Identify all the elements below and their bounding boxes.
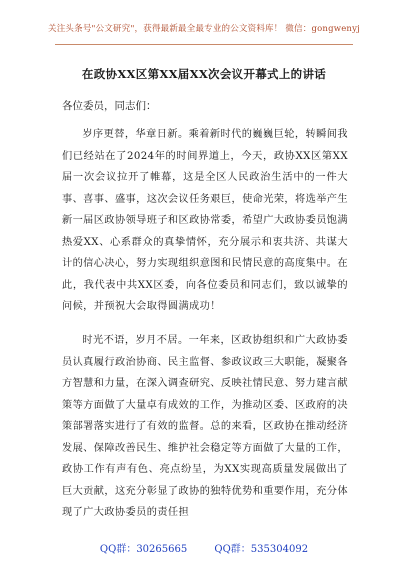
paragraph-1: 岁序更替，华章日新。乘着新时代的巍巍巨轮，转瞬间我们已经站在了2024年的时间界道上，今天，政协XX区第XX届一次会议拉开了帷幕，这是全区人民政治生活中的一件大事、喜事、盛事，这次会议任务艰巨，使命光荣，将选举产生新一届区政协领导班子和区政协常委，希望广大政协委员饱满热爱XX、心系群众的真挚情怀，充分展示和衷共济、共谋大计的信心决心，努力实现组织意图和民情民意的高度集中。在此，我代表中共XX区委，向各位委员和同志们，致以诚挚的问候，并预祝大会取得圆满成功！ [62, 129, 348, 312]
footer-contacts [0, 540, 408, 555]
header-note: 关注头条号"公文研究"，获得最新最全最专业的公文资料库！ 微信：gongwenyj [48, 24, 360, 34]
salutation: 各位委员，同志们： [62, 100, 157, 112]
footer-qq-group-2: QQ群：535304092 [214, 544, 309, 555]
paragraph-2: 时光不语，岁月不居。一年来，区政协组织和广大政协委员认真履行政治协商、民主监督、参政议政三大职能，凝聚各方智慧和力量，在深入调查研究、反映社情民意、努力建言献策等方面做了大量卓有成效的工作，为推动区委、区政府的决策部署落实进行了有效的监督。总的来看，区政协在推动经济发展、保障改善民生、维护社会稳定等方面做了大量的工作，政协工作有声有色、亮点纷呈，为XX实现高质量发展做出了巨大贡献，这充分彰显了政协的独特优势和重要作用，充分体现了广大政协委员的责任担 [62, 335, 348, 518]
document-title: 在政协XX区第XX届XX次会议开幕式上的讲话 [81, 67, 327, 81]
footer-qq-group-1: QQ群：30265665 [99, 544, 188, 555]
header-divider [55, 44, 353, 45]
